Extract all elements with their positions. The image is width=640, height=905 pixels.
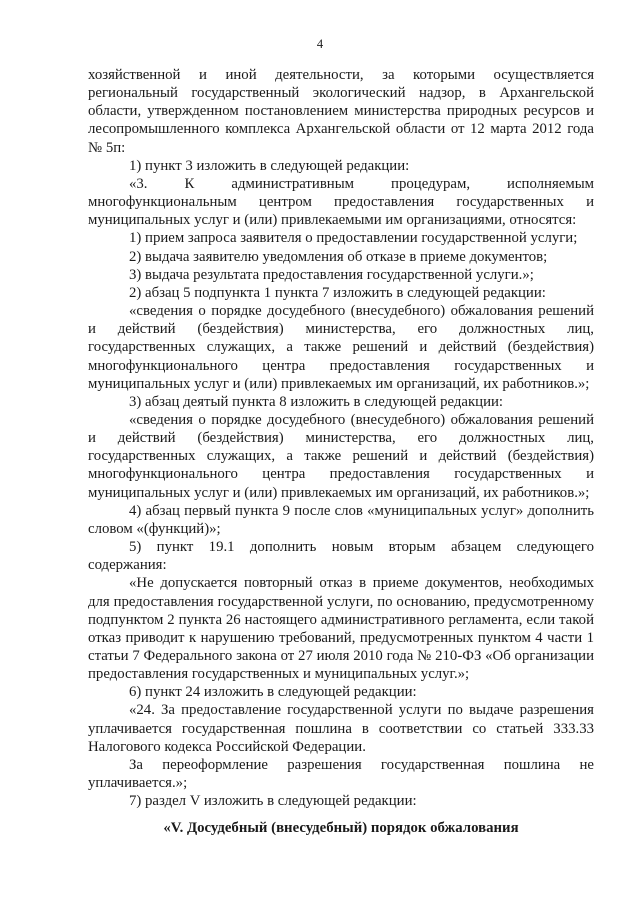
paragraph: хозяйственной и иной деятельности, за которыми осуществляется региональный государственный экологический надзор, в Архангельской области, утвержденном постановлением министерства природных ресурсов и лесопромышленного комплекса Архангельской области от 12 марта 2012 года № 5п: xyxy=(88,67,594,156)
paragraph: «3. К административным процедурам, исполняемым многофункциональным центром предоставления государственных и муниципальных услуг и (или) привлекаемыми им организациями, относятся: xyxy=(88,175,594,229)
paragraph: 6) пункт 24 изложить в следующей редакции: xyxy=(129,684,417,701)
paragraph: 3) выдача результата предоставления государственной услуги.»; xyxy=(129,266,534,283)
paragraph: За переоформление разрешения государственная пошлина не уплачивается.»; xyxy=(88,756,594,792)
section-heading: «V. Досудебный (внесудебный) порядок обжалования xyxy=(163,820,519,837)
paragraph: 1) прием запроса заявителя о предоставлении государственной услуги; xyxy=(129,230,578,247)
paragraph: 1) пункт 3 изложить в следующей редакции: xyxy=(129,157,410,174)
paragraph: 7) раздел V изложить в следующей редакции: xyxy=(129,793,417,810)
page-number: 4 xyxy=(316,37,324,51)
paragraph: «Не допускается повторный отказ в приеме документов, необходимых для предоставления государственной услуги, по основанию, предусмотренному подпунктом 2 пункта 26 настоящего административного регламента, если такой отказ приводит к нарушению требований, предусмотренных пунктом 4 части 1 статьи 7 Федерального закона от 27 июля 2010 года № 210-ФЗ «Об организации предоставления государственных и муниципальных услуг.»; xyxy=(88,575,594,683)
document-body xyxy=(88,66,594,838)
paragraph: «сведения о порядке досудебного (внесудебного) обжалования решений и действий (бездействия) министерства, его должностных лиц, государственных служащих, а также решений и действий (бездействия) многофункционального центра предоставления государственных и муниципальных услуг и (или) привлекаемых им организаций, их работников.»; xyxy=(88,303,594,392)
paragraph: 2) выдача заявителю уведомления об отказе в приеме документов; xyxy=(129,248,548,265)
paragraph: «24. За предоставление государственной услуги по выдаче разрешения уплачивается государственная пошлина в соответствии со статьей 333.33 Налогового кодекса Российской Федерации. xyxy=(88,702,594,755)
paragraph: 2) абзац 5 подпункта 1 пункта 7 изложить в следующей редакции: xyxy=(129,284,546,301)
paragraph: «сведения о порядке досудебного (внесудебного) обжалования решений и действий (бездействия) министерства, его должностных лиц, государственных служащих, а также решений и действий (бездействия) многофункционального центра предоставления государственных и муниципальных услуг и (или) привлекаемых им организаций, их работников.»; xyxy=(88,411,594,501)
paragraph: 4) абзац первый пункта 9 после слов «муниципальных услуг» дополнить словом «(функций)»; xyxy=(88,502,594,537)
paragraph: 5) пункт 19.1 дополнить новым вторым абзацем следующего содержания: xyxy=(88,539,594,574)
paragraph: 3) абзац деятый пункта 8 изложить в следующей редакции: xyxy=(129,393,504,410)
